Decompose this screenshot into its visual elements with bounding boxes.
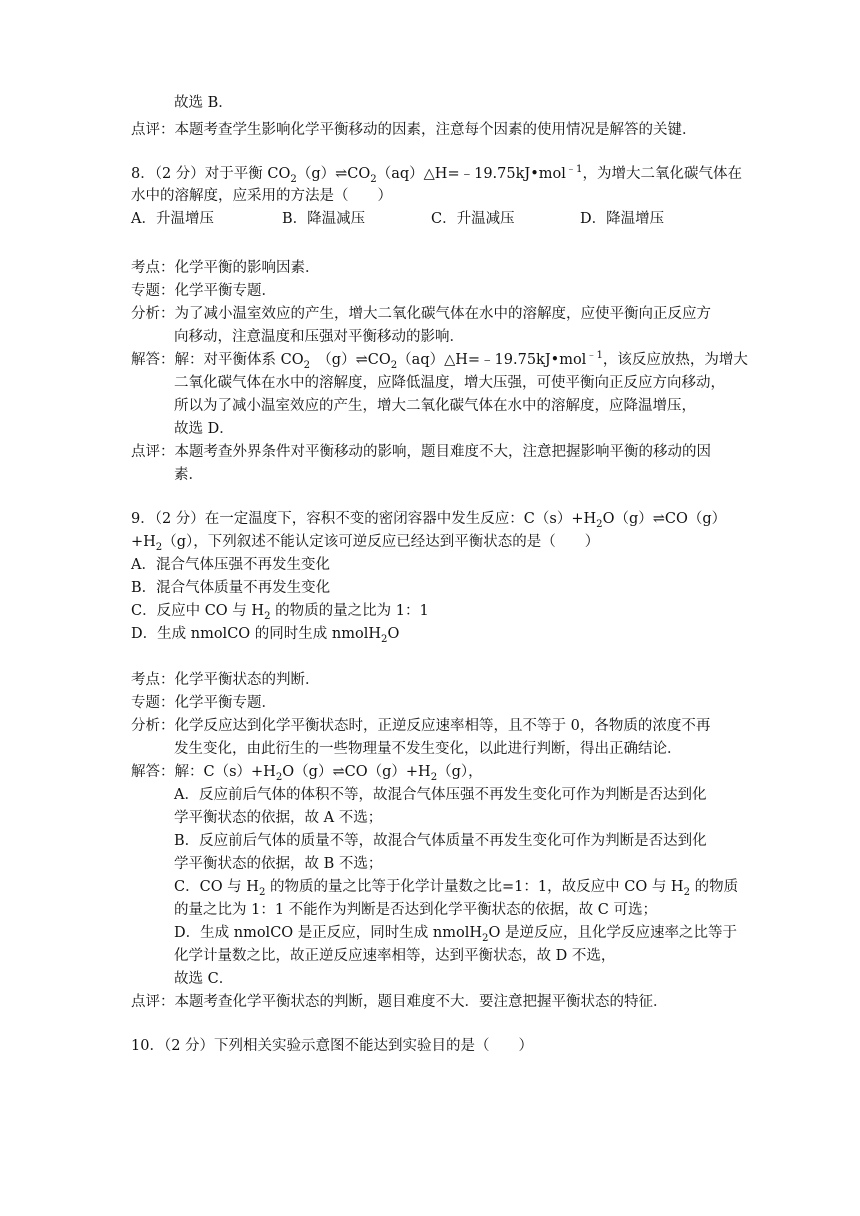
text-line: 二氧化碳气体在水中的溶解度，应降低温度，增大压强，可使平衡向正反应方向移动， <box>174 375 725 391</box>
text-line: 向移动，注意温度和压强对平衡移动的影响． <box>174 329 464 345</box>
text-line: 专题：化学平衡专题． <box>131 283 276 299</box>
text-line: 考点：化学平衡状态的判断． <box>131 672 320 688</box>
text-line: D．生成 nmolCO 是正反应，同时生成 nmolH$_2$O 是逆反应，且化学反应速率之比等于 <box>174 925 737 944</box>
text-line: 发生变化，由此衍生的一些物理量不发生变化，以此进行判断，得出正确结论． <box>174 741 682 757</box>
text-line: A．反应前后气体的体积不等，故混合气体压强不再发生变化可作为判断是否达到化 <box>174 787 707 803</box>
text-line: 的量之比为 1：1 不能作为判断是否达到化学平衡状态的依据，故 C 可选； <box>174 902 657 918</box>
text-line: 所以为了减小温室效应的产生，增大二氧化碳气体在水中的溶解度，应降温增压， <box>174 398 696 414</box>
text-line: A．混合气体压强不再发生变化 <box>131 557 330 573</box>
text-line: 8．（2 分）对于平衡 $CO_2(g)\rightleftharpoons CO_2(aq)\triangle H=﹣19.75kJ•mol^{﹣1}$，为增大二氧化碳气体在 <box>131 164 742 185</box>
text-line: 考点：化学平衡的影响因素． <box>131 260 320 276</box>
text-line: 学平衡状态的依据，故 B 不选； <box>174 856 383 872</box>
text-line: 化学计量数之比，故正逆反应速率相等，达到平衡状态，故 D 不选， <box>174 948 616 964</box>
text-line: 水中的溶解度，应采用的方法是（ ） <box>131 188 392 204</box>
text-line: 故选 B． <box>174 95 233 111</box>
text-line: C．反应中 CO 与 $H_2$ 的物质的量之比为 1：1 <box>131 603 429 622</box>
text-line: 分析：为了减小温室效应的产生，增大二氧化碳气体在水中的溶解度，应使平衡向正反应方 <box>131 306 711 322</box>
text-line: 故选 C． <box>174 971 234 987</box>
text-line: $+H_2(g)$，下列叙述不能认定该可逆反应已经达到平衡状态的是（ ） <box>131 534 600 553</box>
text-line: 分析：化学反应达到化学平衡状态时，正逆反应速率相等，且不等于 0，各物质的浓度不再 <box>131 718 711 734</box>
text-line: B．混合气体质量不再发生变化 <box>131 580 331 596</box>
text-line: 解答：解：$C(s)+H_2O(g)\rightleftharpoons CO(g)+H_2(g)$， <box>131 764 483 783</box>
text-line: D．生成 nmolCO 的同时生成 nmolH$_2$O <box>131 626 400 645</box>
q8-option: B．降温减压 <box>282 211 366 227</box>
text-line: 点评：本题考查化学平衡状态的判断，题目难度不大．要注意把握平衡状态的特征． <box>131 994 668 1010</box>
text-line: 点评：本题考查学生影响化学平衡移动的因素，注意每个因素的使用情况是解答的关键． <box>131 122 697 138</box>
text-line: 解答：解：对平衡体系 $CO_2$ $(g)\rightleftharpoons CO_2(aq)\triangle H=﹣19.75kJ•mol^{﹣1}$，该反应放热，为增大 <box>131 350 748 371</box>
q8-option: D．降温增压 <box>580 211 665 227</box>
q8-option: A．升温增压 <box>131 211 214 227</box>
text-line: 点评：本题考查外界条件对平衡移动的影响，题目难度不大，注意把握影响平衡的移动的因 <box>131 444 711 460</box>
q8-option: C．升温减压 <box>431 211 515 227</box>
text-line: B．反应前后气体的质量不等，故混合气体质量不再发生变化可作为判断是否达到化 <box>174 833 707 849</box>
text-line: C．CO 与 $H_2$ 的物质的量之比等于化学计量数之比=1：1，故反应中 CO 与 $H_2$ 的物质 <box>174 879 739 898</box>
text-line: 10．（2 分）下列相关实验示意图不能达到实验目的是（ ） <box>131 1038 534 1054</box>
text-line: 专题：化学平衡专题． <box>131 695 276 711</box>
text-line: 9．（2 分）在一定温度下，容积不变的密闭容器中发生反应：$C(s)+H_2O(g)\rightleftharpoons CO(g)$ <box>131 511 727 530</box>
text-line: 素． <box>174 467 203 483</box>
text-line: 学平衡状态的依据，故 A 不选； <box>174 810 383 826</box>
text-line: 故选 D． <box>174 421 234 437</box>
